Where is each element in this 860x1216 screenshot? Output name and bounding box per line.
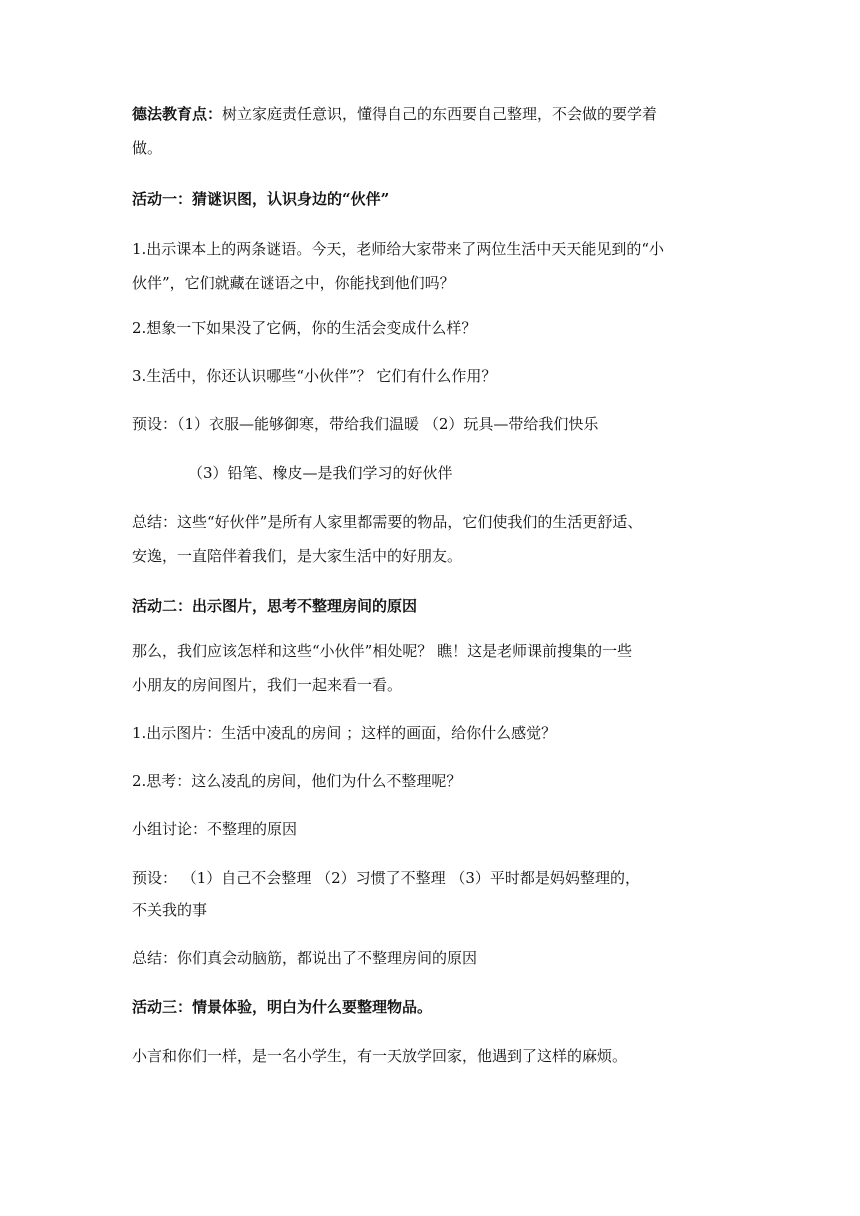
activity-one-preset2: （3）铅笔、橡皮—是我们学习的好伙伴 xyxy=(188,464,453,482)
activity-one-item1-line1: 1.出示课本上的两条谜语。今天，老师给大家带来了两位生活中天天能见到的“小 xyxy=(132,240,664,258)
activity-two-intro-line2: 小朋友的房间图片，我们一起来看一看。 xyxy=(132,676,403,694)
activity-three-intro: 小言和你们一样，是一名小学生，有一天放学回家，他遇到了这样的麻烦。 xyxy=(132,1047,628,1065)
activity-one-summary-line1: 总结：这些“好伙伴”是所有人家里都需要的物品，它们使我们的生活更舒适、 xyxy=(132,513,643,531)
activity-two-group-discussion: 小组讨论：不整理的原因 xyxy=(132,820,298,838)
activity-two-item1: 1.出示图片：生活中凌乱的房间 ；这样的画面，给你什么感觉？ xyxy=(132,724,557,742)
activity-two-preset-line2: 不关我的事 xyxy=(132,901,208,919)
activity-one-summary-line2: 安逸，一直陪伴着我们，是大家生活中的好朋友。 xyxy=(132,547,463,565)
activity-one-item2: 2.想象一下如果没了它俩，你的生活会变成什么样？ xyxy=(132,319,477,337)
activity-two-title: 活动二：出示图片，思考不整理房间的原因 xyxy=(132,597,418,615)
activity-one-item3: 3.生活中，你还认识哪些“小伙伴”？ 它们有什么作用？ xyxy=(132,367,497,385)
activity-two-preset-line1: 预设： （1）自己不会整理 （2）习惯了不整理 （3）平时都是妈妈整理的， xyxy=(132,869,640,887)
activity-three-title: 活动三：情景体验，明白为什么要整理物品。 xyxy=(132,998,433,1016)
activity-two-item2: 2.思考：这么凌乱的房间，他们为什么不整理呢？ xyxy=(132,772,462,790)
education-goal-label: 德法教育点： xyxy=(132,105,223,123)
education-goal-line2: 做。 xyxy=(132,139,163,157)
education-goal-line1 xyxy=(132,97,732,131)
activity-one-item1-line2: 伙伴”，它们就藏在谜语之中，你能找到他们吗？ xyxy=(132,274,455,292)
activity-two-intro-line1: 那么，我们应该怎样和这些“小伙伴”相处呢？ 瞧！这是老师课前搜集的一些 xyxy=(132,642,633,660)
activity-one-title: 活动一：猜谜识图，认识身边的“伙伴” xyxy=(132,190,390,208)
activity-one-preset: 预设：（1）衣服—能够御寒，带给我们温暖 （2）玩具—带给我们快乐 xyxy=(132,415,599,433)
education-goal-text: 树立家庭责任意识，懂得自己的东西要自己整理，不会做的要学着 xyxy=(222,105,658,123)
activity-two-summary: 总结：你们真会动脑筋，都说出了不整理房间的原因 xyxy=(132,949,478,967)
